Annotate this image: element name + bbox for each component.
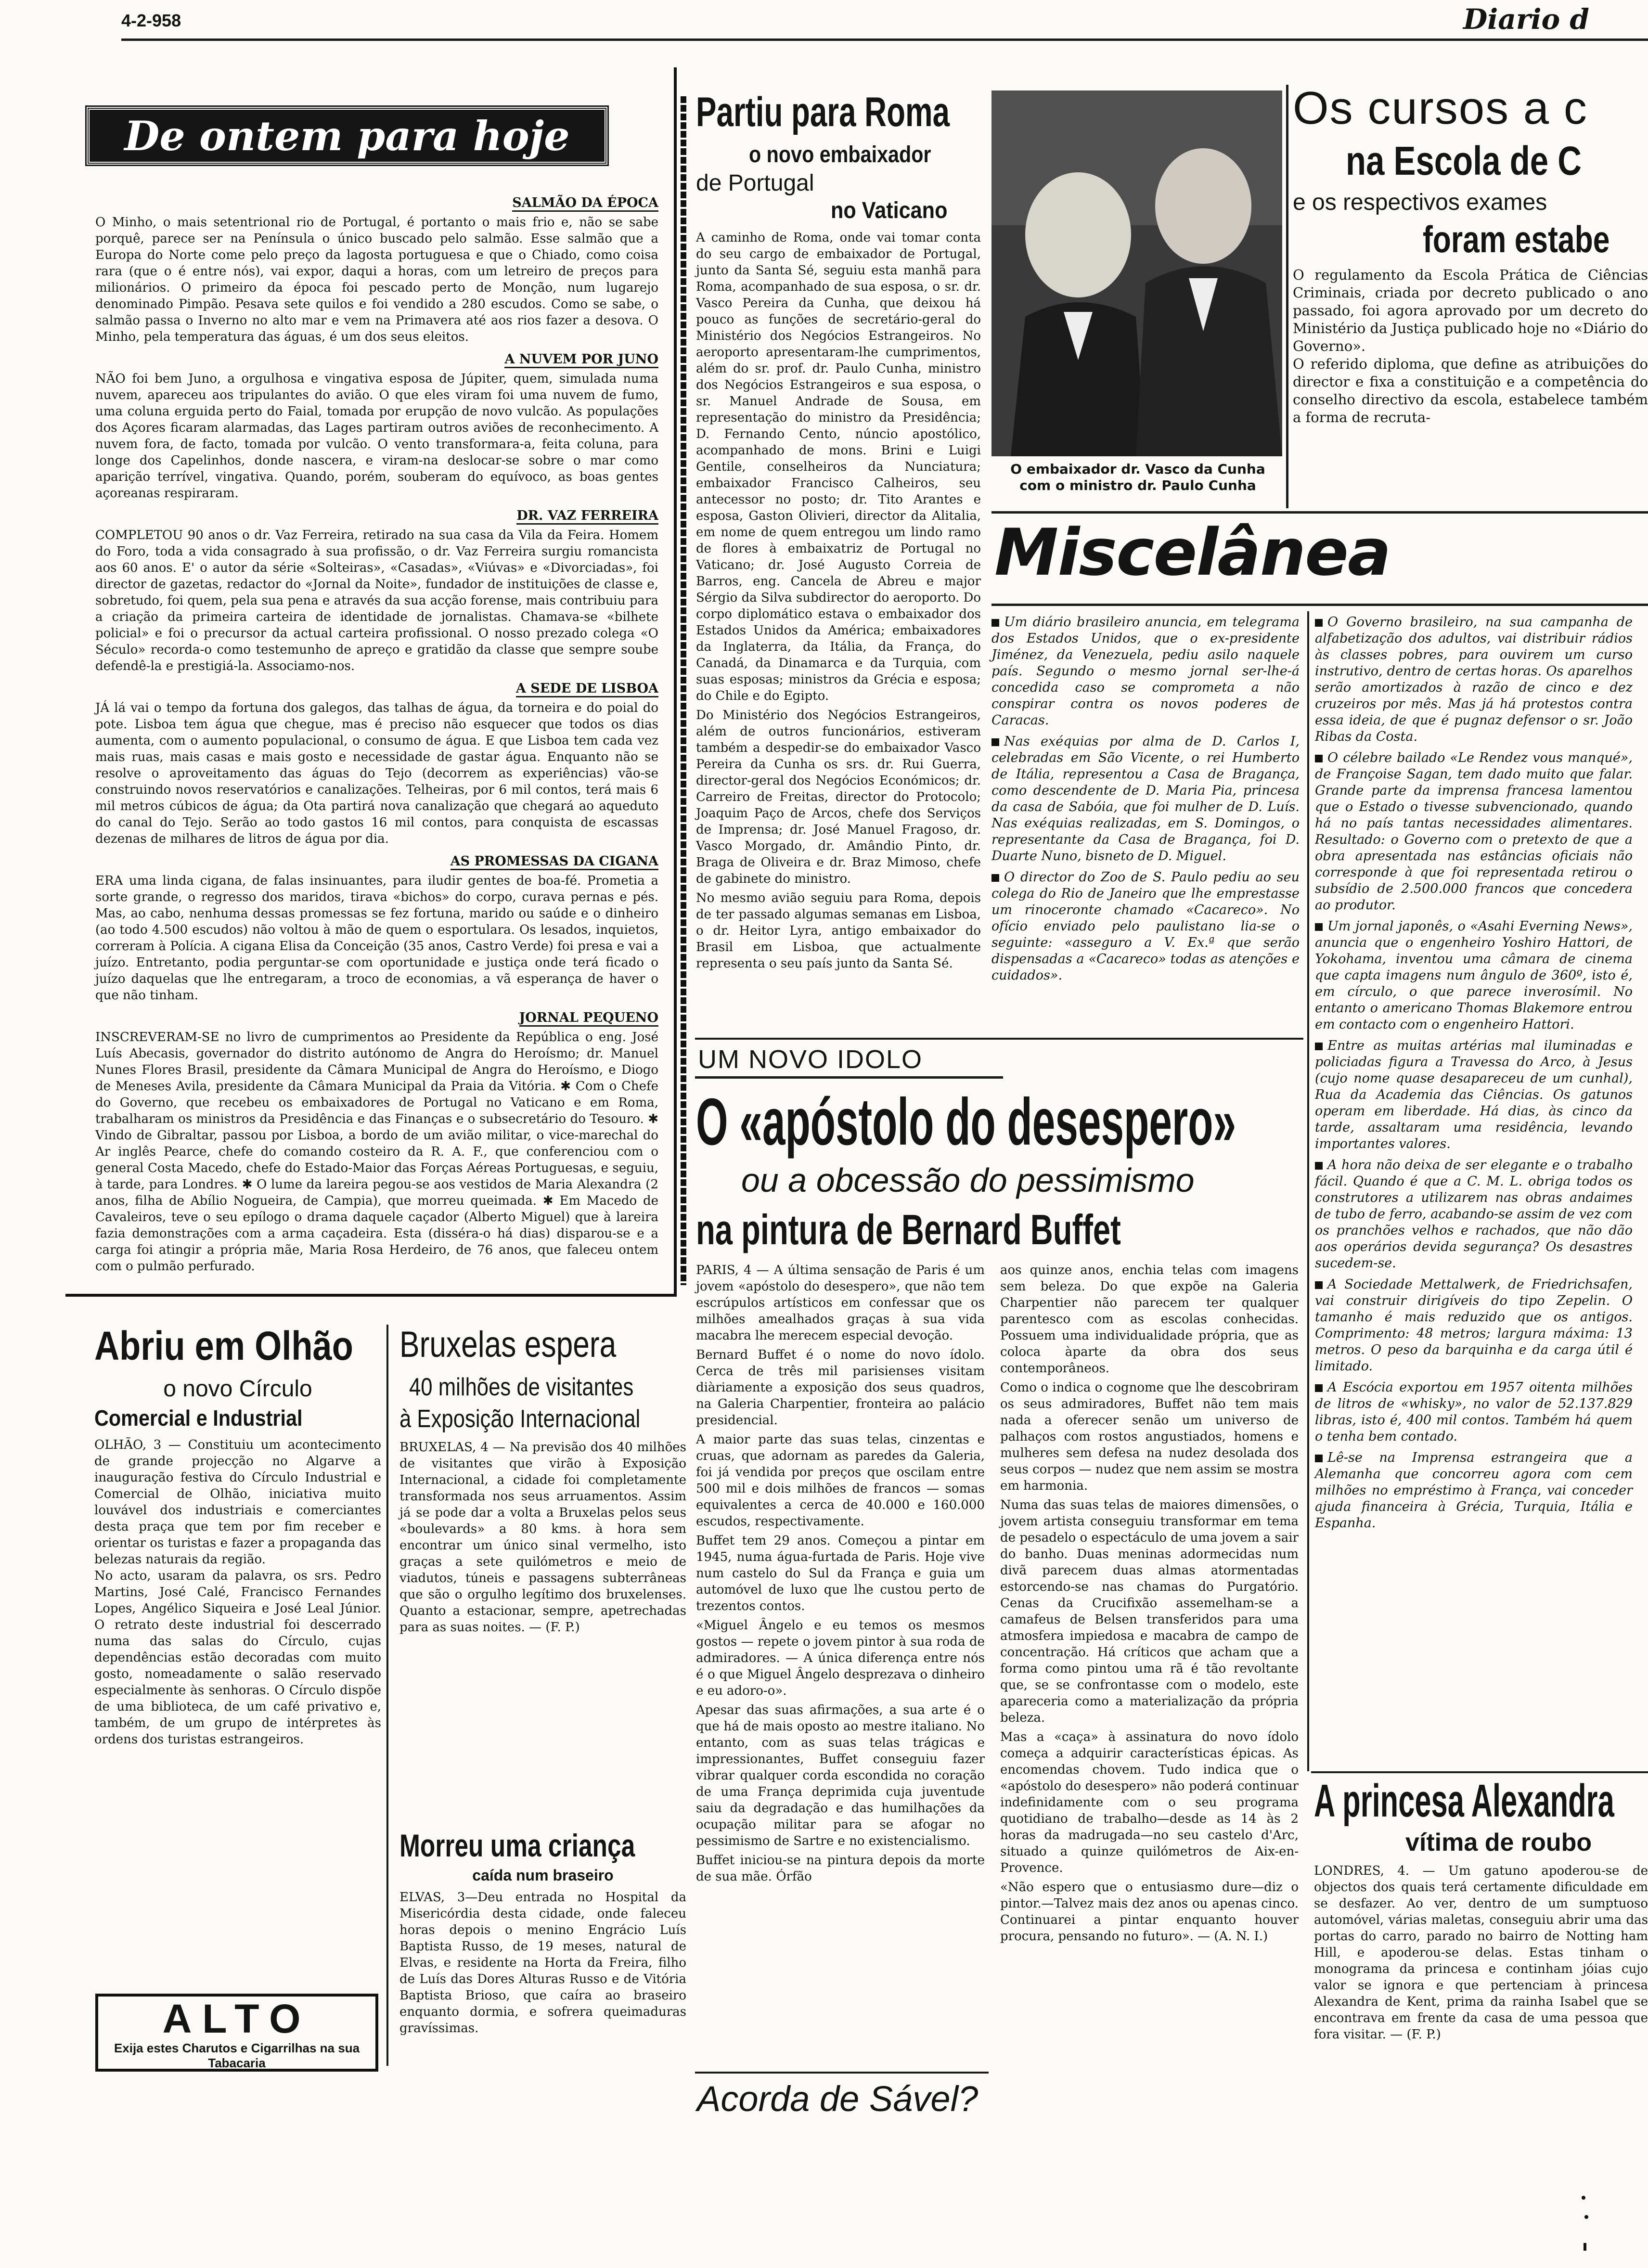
idolo-kicker: UM NOVO IDOLO [698,1045,923,1074]
section-text-vaz-ferreira: COMPLETOU 90 anos o dr. Vaz Ferreira, retirado na sua casa da Vila da Feira. Homem do Foro, toda a vida consagrado à sua profissão, o dr. Vaz Ferreira surgiu romancista aos 60 anos. E' o autor da série «Solteiras», «Casadas», «Viúvas» e «Divorciadas», foi director de gazetas, redactor do «Jornal da Noite», fundador de instituições de classe e, sobretudo, foi quem, pela sua pena e através da sua acção forense, mais contribuiu para a criação da primeira carteira de identidade de jornalistas. Chamava-se «bilhete policial» e foi o precursor da actual carteira profissional. O nosso prezado colega «O Século» recorda-o como testemunho de apreço e gratidão da classe que sempre soube defendê-la e prestigiá-la. Associamo-nos. [95,528,663,673]
idolo-col-b [1000,1262,1303,1945]
bullet-icon [991,738,999,746]
misc-item: Um jornal japonês, o «Asahi Everning News», anuncia que o engenheiro Yoshiro Hattori, de Yokohama, inventou uma câmara de cinema que capta imagens num ângulo de 360º, isto é, em círculo, o que parece inverosímil. No entanto o americano Thomas Blakemore entrou em contacto com o engenheiro Hattori. [1315,919,1633,1032]
idolo-sub2: na pintura de Bernard Buffet [696,1206,1121,1253]
crianca-headline: Morreu uma criança [399,1828,635,1863]
idolo-para: Bernard Buffet é o nome do novo ídolo. Cerca de três mil parisienses visitam diàriamente a exposição dos seus quadros, na Galeria Charpentier, fronteira ao palácio presidencial. [696,1348,989,1428]
section-title-promessas: AS PROMESSAS DA CIGANA [95,854,658,869]
olhao-article [94,1324,381,1748]
bruxelas-sub2: à Exposição Internacional [399,1405,641,1433]
roma-sub2: de Portugal [696,170,814,196]
banner-title: De ontem para hoje [124,112,570,160]
roma-para-3: No mesmo avião seguiu para Roma, depois de ter passado algumas semanas em Lisboa, o dr. Heitor Lyra, antigo embaixador do Brasil em Lisboa, que actualmente representa o seu país junto da Santa Sé. [696,891,985,971]
idolo-para: PARIS, 4 — A última sensação de Paris é um jovem «apóstolo do desespero», que não tem escrúpulos artísticos em confessar que os milhões amealhados graças à sua vida macabra lhe merecem especial devoção. [696,1263,989,1343]
divider-col1-col2 [681,96,686,1285]
section-title-sede-lisboa: A SEDE DE LISBOA [95,681,658,696]
section-text-jornal-pequeno: INSCREVERAM-SE no livro de cumprimentos ao Presidente da República o eng. José Luís Abecasis, governador do distrito autónomo de Angra do Heroísmo; dr. Manuel Nunes Flores Brasil, presidente da Câmara Municipal de Angra do Heroísmo, e Diogo de Meneses Avila, presidente da Câmara Municipal da Praia da Vitória. ✱ Com o Chefe do Governo, que recebeu os embaixadores de Portugal no Vaticano e em Roma, trabalharam os ministros da Presidência e das Finanças e o subsecretário do Tesouro. ✱ Vindo de Gibraltar, passou por Lisboa, a bordo de um avião militar, o vice-marechal do Ar inglês Pearce, chefe do comando costeiro da R. A. F., que conferenciou com o general Costa Macedo, chefe do Estado-Maior das Forças Aéreas Portuguesas, e seguiu, à tarde, para Londres. ✱ O lume da lareira pegou-se aos vestidos de Maria Alexandra (2 anos, filha de Abílio Nogueira, de Campia), que morreu queimada. ✱ Em Macedo de Cavaleiros, teve o seu epílogo o drama daquele caçador (Alberto Miguel) que à lareira fazia demonstrações com a arma caçadeira. Esta (disséra-o há dias) disparou-se e a carga foi atingir a própria mãe, Maria Rosa Herdeiro, de 76 anos, que faleceu ontem com o pulmão perfurado. [95,1030,663,1274]
miscelanea-left [991,614,1300,989]
miscelanea-title: Miscelânea [994,515,1390,590]
alto-brand: ALTO [162,1996,311,2041]
idolo-top-rule [695,1038,1303,1040]
scan-mark [1582,2196,1585,2200]
idolo-headline: O «apóstolo do desespero» [696,1085,1236,1159]
princesa-top-rule [1311,1771,1648,1773]
bullet-icon [1315,1384,1323,1392]
page-date: 4-2-958 [121,11,181,30]
bullet-icon [1315,923,1323,931]
princesa-article [1314,1776,1648,2043]
princesa-sub: vítima de roubo [1405,1829,1592,1856]
idolo-para: «Miguel Ângelo e eu temos os mesmos gostos — repete o jovem pintor à sua roda de admiradores. — A única diferença entre nós é o que Miguel Ângelo desprezava o dinheiro e eu adoro-o». [696,1618,989,1698]
bullet-icon [991,619,999,627]
idolo-kicker-rule [695,1076,1003,1079]
idolo-sub1: ou a obcessão do pessimismo [741,1161,1195,1199]
cursos-text: O regulamento da Escola Prática de Ciências Criminais, criada por decreto publicado o ano passado, foi agora aprovado por um decreto do Ministério da Justiça publicado hoje no «Diário do Governo». O referido diploma, que define as atribuições do director e fixa a constituição e a competência do conselho directivo da escola, estabelece também a forma de recruta- [1293,267,1648,425]
roma-sub3: no Vaticano [831,198,948,223]
section-text-salmao: O Minho, o mais setentrional rio de Portugal, é portanto o mais frio e, não se sabe porquê, parece ser na Península o único buscado pelo salmão. Esse salmão que a Europa do Norte come pelo preço da lagosta portuguesa e que o Chiado, como coisa rara (que o é entre nós), vai expor, daqui a horas, com um letreiro de preços para milionários. O primeiro da época foi pescado perto de Monção, num lugarejo denominado Pimpão. Pesava sete quilos e foi vendido a 280 escudos. Como se sabe, o salmão passa o Inverno no alto mar e vem na Primavera até aos rios fazer a desova. O Minho, pela temperatura das águas, é um dos seus eleitos. [95,215,663,344]
bullet-icon [1315,619,1323,627]
idolo-para: Mas a «caça» à assinatura do novo ídolo começa a adquirir características épicas. As encomendas chovem. Tudo indica que o «apóstolo do desespero» não poderá continuar indefinidamente com o seu programa quotidiano de trabalho—desde as 14 às 2 horas da madrugada—no seu castelo d'Arc, situado a quinze quilómetros de Aix-en-Provence. [1000,1730,1303,1875]
bullet-icon [1315,755,1323,762]
scan-mark [1584,2243,1586,2251]
idolo-para: aos quinze anos, enchia telas com imagens sem beleza. Do que expõe na Galeria Charpentier não parecem ter qualquer parentesco com as escolas conhecidas. Possuem uma individualidade própria, que as coloca àparte da obra dos seus contemporâneos. [1000,1263,1303,1376]
alto-ad [95,1994,378,2072]
section-text-nuvem: NÃO foi bem Juno, a orgulhosa e vingativa esposa de Júpiter, quem, simulada numa nuvem, apareceu aos tripulantes do avião. O que eles viram foi uma nuvem de fumo, uma coluna erguida perto do Faial, tomada por erupção de novo vulcão. As populações dos Açores ficaram alarmadas, das Lages partiram outros aviões de reconhecimento. A nuvem fora, de facto, tomada por vulcão. O vento transformara-a, feita coluna, para longe dos Capelinhos, donde nascera, e viram-na deslocar-se sobre o mar como aparição terrível, vingativa. Quando, porém, souberam do equívoco, as boas gentes açoreanas respiraram. [95,372,663,501]
idolo-para: Numa das suas telas de maiores dimensões, o jovem artista conseguiu transformar em tema de pesadelo o espectáculo de uma jovem a sair do banho. Duas meninas adormecidas num divã parecem duas almas atormentadas estorcendo-se nas chamas do Purgatório. Cenas da Crucifixão assemelham-se a camafeus de Belsen transferidos para uma atmosfera impiedosa e macabra de campo de concentração. Há críticos que acham que a forma como pintou uma rã é tão revoltante que, se se confrontasse com o modelo, este apareceria como a materialização da própria beleza. [1000,1498,1303,1725]
misc-item: Um diário brasileiro anuncia, em telegrama dos Estados Unidos, que o ex-presidente Jiménez, da Venezuela, pediu asilo naquele país. Segundo o mesmo jornal ser-lhe-á concedida caso se comprometa a não conspirar contra os novos poderes de Caracas. [991,615,1300,728]
misc-item: Entre as muitas artérias mal iluminadas e policiadas figura a Travessa do Arco, à Jesus (cujo nome quase desapareceu de um cunhal), Rua da Academia das Ciências. Os gatunos operam em liberdade. Há dias, às cinco da tarde, assaltaram uma residência, levando importantes valores. [1315,1038,1633,1151]
bullet-icon [991,874,999,882]
col1-body [95,189,663,1275]
cursos-head1: Os cursos a c [1293,82,1588,134]
idolo-para: «Não espero que o entusiasmo dure—diz o pintor.—Talvez mais dez anos ou apenas cinco. Continuarei a pintar enquanto houver procura, pensando no futuro». — (A. N. I.) [1000,1880,1303,1944]
idolo-para: Buffet tem 29 anos. Começou a pintar em 1945, numa água-furtada de Paris. Hoje vive num castelo do Sul da França e guia um automóvel de luxo que lhe custou perto de trezentos contos. [696,1533,989,1613]
section-title-jornal-pequeno: JORNAL PEQUENO [95,1010,658,1025]
misc-item: A Sociedade Mettalwerk, de Friedrichsafen, vai construir dirigíveis do tipo Zepelin. O tamanho é mais reduzido que os antigos. Comprimento: 48 metros; largura máxima: 13 metros. O peso da barquinha e da carga útil é limitado. [1315,1277,1633,1374]
misc-item: O célebre bailado «Le Rendez vous manqué», de Françoise Sagan, tem dado muito que falar. Grande parte da imprensa francesa lamentou que o Estado o tivesse subvencionado, quando há no país tantas necessidades alimentares. Resultado: o Governo com o pretexto de que a obra apresentada nas estâncias oficiais não corresponde à que foi representada retirou o subsídio de 2.500.000 francos que concedera ao produtor. [1315,750,1633,913]
bullet-icon [1315,1162,1323,1170]
section-text-sede-lisboa: JÁ lá vai o tempo da fortuna dos galegos, das talhas de água, da torneira e do poial do pote. Lisboa tem água que chegue, mas é preciso não esquecer que todos os dias aumenta, com o aumento populacional, o consumo de água. E que Lisboa tem cada vez mais ruas, mais casas e mais gosto e necessidade de gastar água. Enquanto não se resolve o aproveitamento das águas do Tejo (decorrem as experiências) vão-se construindo novos reservatórios e canalizações. Telheiras, por 6 mil contos, terá mais 6 mil metros cúbicos de água; da Ota partirá nova canalização que chegará ao aqueduto do canal do Tejo. Serão ao todo gastos 16 mil contos, para conquista de escassas dezenas de milhares de litros de água por dia. [95,701,663,846]
section-title-salmao: SALMÃO DA ÉPOCA [95,195,658,210]
section-title-nuvem: A NUVEM POR JUNO [95,352,658,367]
crianca-article [399,1827,691,2036]
bruxelas-text: BRUXELAS, 4 — Na previsão dos 40 milhões de visitantes que virão à Exposição Internacional, a cidade foi completamente transformada nos seus arruamentos. Assim já se pode dar a volta a Bruxelas pelos seus «boulevards» a 80 kms. à hora sem encontrar um único sinal vermelho, isto graças a sete quilómetros e meio de viadutos, túneis e passagens subterrâneas que são o orgulho legítimo dos bruxelenses. Quanto a estacionar, sempre, apetrechadas para as suas noites. — (F. P.) [399,1440,691,1635]
crianca-text: ELVAS, 3—Deu entrada no Hospital da Misericórdia desta cidade, onde faleceu horas depois o menino Engrácio Luís Baptista Russo, de 19 meses, natural de Elvas, e residente na Horta da Freira, filho de Luís das Dores Alturas Russo e de Vitória Baptista Brioso, que caíra ao braseiro enquanto dormia, e sofrera queimaduras gravíssimas. [399,1890,691,2036]
top-rule [121,39,1648,41]
savel-headline: Acorda de Sável? [697,2079,978,2119]
idolo-para: Buffet iniciou-se na pintura depois da morte de sua mãe. Órfão [696,1853,989,1884]
divider-misc-columns [1307,611,1309,1771]
miscelanea-bottom-rule [991,604,1648,606]
olhao-headline: Abriu em Olhão [94,1323,353,1368]
banner-de-ontem-para-hoje [87,107,607,165]
misc-item: Nas exéquias por alma de D. Carlos I, celebradas em São Vicente, o rei Humberto de Itália, representou a Casa de Bragança, como descendente de D. Maria Pia, princesa da casa de Sabóia, que foi mulher de D. Luís. Nas exéquias realizadas, em S. Domingos, o representante da Casa de Bragança, foi D. Duarte Nuno, bisneto de D. Miguel. [991,734,1300,863]
idolo-para: Apesar das suas afirmações, a sua arte é o que há de mais oposto ao mestre italiano. No entanto, com as suas telas trágicas e impressionantes, Buffet conseguiu fazer vibrar qualquer corda escondida no coração de uma França deprimida cuja juventude saiu da degradação e das humilhações da ocupação militar para se afogar no pessimismo de Sartre e no existencialismo. [696,1703,989,1848]
section-title-vaz-ferreira: DR. VAZ FERREIRA [95,508,658,523]
misc-item: O director do Zoo de S. Paulo pediu ao seu colega do Rio de Janeiro que lhe emprestasse um rinoceronte chamado «Cacareco». No ofício enviado pelo paulistano lia-se o seguinte: «asseguro a V. Ex.ª que serão dispensadas a «Cacareco» todas as atenções e cuidados». [991,870,1300,983]
savel-rule [695,2072,989,2074]
olhao-sub1: o novo Círculo [163,1376,312,1402]
photo-caption: O embaixador dr. Vasco da Cunha com o ministro dr. Paulo Cunha [1010,461,1265,493]
cursos-article [1293,82,1648,426]
bullet-icon [1315,1281,1323,1289]
idolo-para: A maior parte das suas telas, cinzentas e cruas, que adornam as paredes da Galeria, foi já vendida por preços que oscilam entre 500 mil e dois milhões de francos — somas equivalentes a cerca de 40.000 e 160.000 escudos, respectivamente. [696,1432,989,1529]
bullet-icon [1315,1043,1323,1050]
bruxelas-sub1: 40 milhões de visitantes [409,1373,634,1401]
roma-para-2: Do Ministério dos Negócios Estrangeiros, além de outros funcionários, estiveram também a despedir-se do embaixador Vasco Pereira da Cunha os srs. dr. Rui Guerra, director-geral dos Negócios Económicos; dr. Carreiro de Freitas, director do Protocolo; Joaquim Paço de Arcos, chefe dos Serviços de Imprensa; dr. José Manuel Fragoso, dr. Vasco Morgado, dr. Amândio Pinto, dr. Braga de Oliveira e dr. Braz Mimoso, chefe de gabinete do ministro. [696,708,985,886]
photo-ambassador-minister [991,90,1282,456]
newspaper-masthead: Diario d [1463,3,1589,36]
miscelanea-right [1315,614,1633,1536]
cursos-sub2: foram estabe [1423,218,1610,260]
alto-line: Exija estes Charutos e Cigarrilhas na sua Tabacaria [114,2041,360,2070]
scan-mark [1584,2215,1588,2219]
divider-photo-cursos [1286,85,1288,508]
olhao-sub2: Comercial e Industrial [94,1405,303,1430]
cursos-head2: na Escola de C [1346,138,1582,183]
roma-article [696,89,985,972]
princesa-text: LONDRES, 4. — Um gatuno apoderou-se de objectos dos quais terá certamente dificuldade em se desfazer. Ao ver, dentro de um sumptuoso automóvel, várias maletas, conseguiu abrir uma das portas do carro, parado no bairro de Notting ham Hill, e apoderou-se delas. Estas tinham o monograma da princesa e continham jóias cujo valor se ignora e que pertenciam à princesa Alexandra de Kent, prima da rainha Isabel que se encontrava em frente da casa de uma pessoa que fora visitar. — (F. P.) [1314,1864,1648,2042]
princesa-headline: A princesa Alexandra [1314,1776,1614,1827]
misc-item: A hora não deixa de ser elegante e o trabalho fácil. Quando é que a C. M. L. obriga todos os construtores a utilizarem nas obras andaimes de tubo de ferro, acabando-se assim de vez com os pranchões velhos e rachados, que não dão aos operários devida segurança? Os desastres sucedem-se. [1315,1158,1633,1271]
crianca-sub: caída num braseiro [472,1867,614,1884]
idolo-para: Como o indica o cognome que lhe descobriram os seus admiradores, Buffet não tem mais nada a oferecer senão um universo de palhaços com rostos angustiados, homens e mulheres sem defesa na nudez desolada dos seus corpos — nudez que nem assim se mostra em harmonia. [1000,1380,1303,1493]
roma-headline: Partiu para Roma [696,89,950,135]
roma-sub1: o novo embaixador [749,142,931,168]
olhao-text: OLHÃO, 3 — Constituiu um acontecimento de grande projecção no Algarve a inauguração festiva do Círculo Industrial e Comercial de Olhão, iniciativa muito louvável dos industriais e comerciantes desta praça que tem por fim receber e orientar os turistas e fazer a propaganda das belezas naturais da região. No acto, usaram da palavra, os srs. Pedro Martins, José Calé, Francisco Fernandes Lopes, Angélico Siqueira e José Leal Júnior. O retrato deste industrial foi descerrado numa das salas do Círculo, cujas dependências estão decoradas com muito gosto, nomeadamente o salão reservado especialmente às senhoras. O Círculo dispõe de uma biblioteca, de um café privativo e, também, de um grupo de intérpretes às ordens dos turistas estrangeiros. [94,1438,381,1747]
bruxelas-article [399,1324,691,1636]
photo-figures [991,90,1282,456]
misc-item: O Governo brasileiro, na sua campanha de alfabetização dos adultos, vai distribuir rádios às classes pobres, para ouvirem um curso instrutivo, dentro de certas horas. Os aparelhos serão amortizados à razão de cinco e dez cruzeiros por mês. Mas já há protestos contra essa ideia, de que é pugnaz defensor o sr. João Ribas da Costa. [1315,615,1633,744]
bullet-icon [1315,1455,1323,1462]
cursos-sub1: e os respectivos exames [1293,190,1547,215]
section-text-promessas: ERA uma linda cigana, de falas insinuantes, para iludir gentes de boa-fé. Prometia a sorte grande, o regresso dos maridos, tirava «bichos» do corpo, curava pernas e pés. Mas, ao cabo, nenhuma dessas promessas se fez fortuna, marido ou saúde e o dinheiro (ao todo 4.500 escudos) não voltou à mão de quem o esportulara. Os lesados, inquietos, correram à Polícia. A cigana Elisa da Conceição (35 anos, Castro Verde) foi presa e vai a juízo. Entretanto, podia perguntar-se com oportunidade e justiça onde terá ficado o juízo daquelas que lhe entregaram, a troco de economias, a vã esperança de haver o que não tinham. [95,874,663,1003]
miscelanea-top-rule [991,511,1648,514]
divider-olhao-bruxelas [386,1325,388,2066]
bruxelas-headline: Bruxelas espera [399,1324,617,1365]
idolo-col-a [696,1262,989,1885]
misc-item: Lê-se na Imprensa estrangeira que a Alemanha que concorreu agora com cem milhões no empréstimo à França, vai conceder ajuda financeira à Grécia, Turquia, Itália e Espanha. [1315,1450,1633,1531]
roma-para-1: A caminho de Roma, onde vai tomar conta do seu cargo de embaixador de Portugal, junto da Santa Sé, seguiu esta manhã para Roma, acompanhado de sua esposa, o sr. dr. Vasco Pereira da Cunha, que deixou há pouco as funções de secretário-geral do Ministério dos Negócios Estrangeiros. No aeroporto apresentaram-lhe cumprimentos, além do sr. prof. dr. Paulo Cunha, ministro dos Negócios Estrangeiros e sua esposa, o sr. Manuel Andrade de Sousa, em representação do ministro da Presidência; D. Fernando Cento, núncio apostólico, acompanhado de mons. Brini e Luigi Gentile, conselheiros da Nunciatura; embaixador Francisco Calheiros, seu antecessor no posto; dr. Tito Arantes e esposa, Gaston Olivieri, director da Alitalia, em nome de quem entregou um lindo ramo de flores à embaixatriz de Portugal no Vaticano; dr. José Augusto Correia de Barros, eng. Cancela de Abreu e major Sérgio da Silva subdirector do aeroporto. Do corpo diplomático estava o embaixador dos Estados Unidos da América; embaixadores da Inglaterra, da Itália, da França, do Canadá, da Dinamarca e da Turquia, com suas esposas; ministros da Grécia e esposa; do Chile e do Egipto. [696,231,985,703]
misc-item: A Escócia exportou em 1957 oitenta milhões de litros de «whisky», no valor de 52.137.829 libras, isto é, 400 mil contos. Também há quem o tenha bem contado. [1315,1380,1633,1444]
